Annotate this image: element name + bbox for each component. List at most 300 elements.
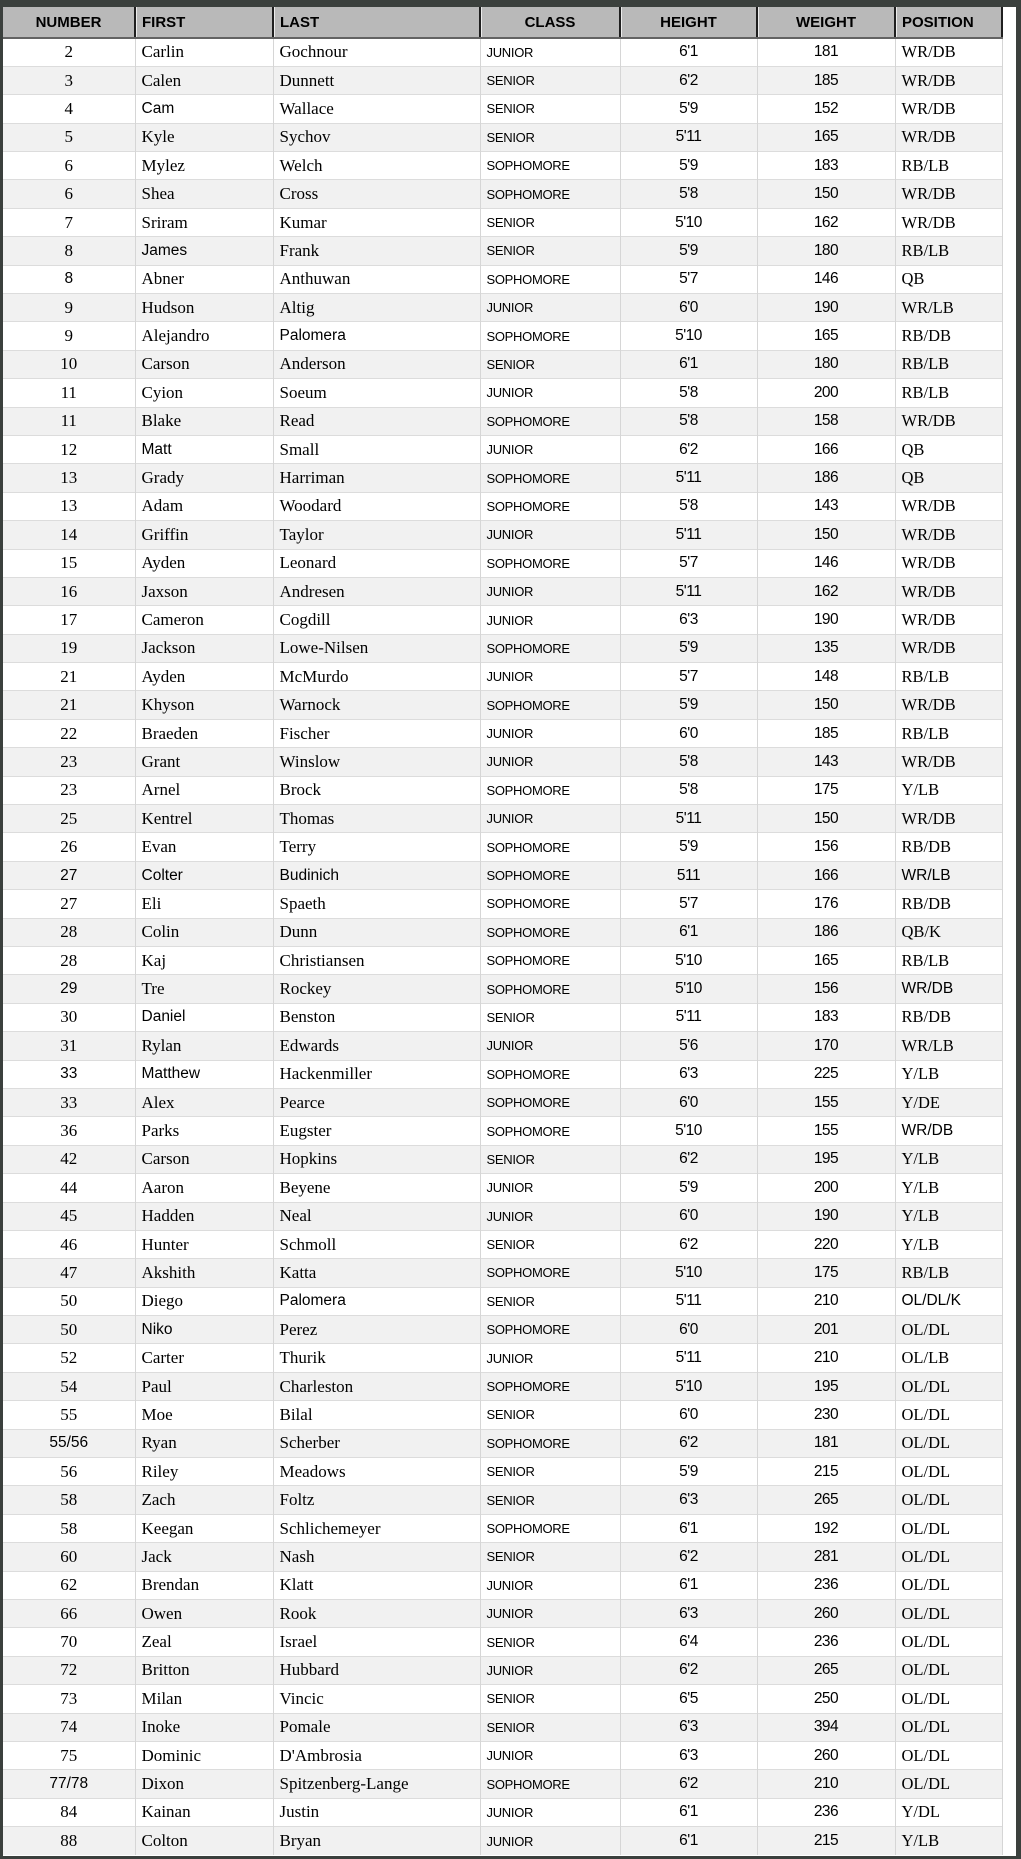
- cell-height: 5'11: [620, 1344, 757, 1372]
- cell-first: Alex: [135, 1088, 273, 1116]
- cell-weight: 175: [757, 776, 895, 804]
- cell-height: 5'10: [620, 1372, 757, 1400]
- cell-position: WR/DB: [895, 95, 1002, 123]
- table-row: [3, 123, 1002, 151]
- table-row: [3, 265, 1002, 293]
- cell-height: 5'11: [620, 521, 757, 549]
- cell-height: 6'0: [620, 1202, 757, 1230]
- cell-position: WR/DB: [895, 691, 1002, 719]
- cell-last: Spaeth: [273, 890, 480, 918]
- cell-height: 5'11: [620, 805, 757, 833]
- table-row: [3, 1827, 1002, 1855]
- cell-number: 36: [3, 1117, 135, 1145]
- cell-class: SENIOR: [480, 95, 620, 123]
- table-row: [3, 1032, 1002, 1060]
- cell-height: 5'9: [620, 95, 757, 123]
- cell-weight: 210: [757, 1770, 895, 1798]
- cell-first: Carlin: [135, 38, 273, 66]
- cell-position: OL/DL: [895, 1458, 1002, 1486]
- cell-weight: 150: [757, 691, 895, 719]
- cell-last: Thurik: [273, 1344, 480, 1372]
- cell-class: SOPHOMORE: [480, 407, 620, 435]
- cell-height: 5'9: [620, 691, 757, 719]
- cell-first: Akshith: [135, 1259, 273, 1287]
- table-row: [3, 1088, 1002, 1116]
- table-row: [3, 1117, 1002, 1145]
- cell-height: 5'6: [620, 1032, 757, 1060]
- cell-class: SOPHOMORE: [480, 861, 620, 889]
- cell-number: 11: [3, 407, 135, 435]
- cell-last: Pearce: [273, 1088, 480, 1116]
- cell-weight: 166: [757, 435, 895, 463]
- cell-position: Y/LB: [895, 1174, 1002, 1202]
- cell-class: JUNIOR: [480, 1344, 620, 1372]
- table-row: [3, 1316, 1002, 1344]
- cell-position: OL/DL: [895, 1372, 1002, 1400]
- table-row: [3, 1174, 1002, 1202]
- cell-height: 5'8: [620, 748, 757, 776]
- cell-position: Y/LB: [895, 1060, 1002, 1088]
- cell-height: 5'10: [620, 1117, 757, 1145]
- cell-position: WR/DB: [895, 66, 1002, 94]
- cell-last: Sychov: [273, 123, 480, 151]
- cell-first: Carson: [135, 1145, 273, 1173]
- cell-position: OL/DL: [895, 1713, 1002, 1741]
- cell-weight: 192: [757, 1514, 895, 1542]
- cell-height: 5'10: [620, 975, 757, 1003]
- cell-class: SOPHOMORE: [480, 152, 620, 180]
- cell-class: SOPHOMORE: [480, 776, 620, 804]
- cell-class: JUNIOR: [480, 1202, 620, 1230]
- cell-height: 6'2: [620, 1145, 757, 1173]
- cell-class: JUNIOR: [480, 379, 620, 407]
- cell-number: 23: [3, 776, 135, 804]
- column-header-height: HEIGHT: [620, 7, 757, 38]
- cell-weight: 185: [757, 719, 895, 747]
- cell-class: SENIOR: [480, 1401, 620, 1429]
- cell-first: Jack: [135, 1543, 273, 1571]
- table-row: [3, 464, 1002, 492]
- roster-table: [3, 7, 1003, 1855]
- table-row: [3, 1599, 1002, 1627]
- cell-height: 6'5: [620, 1685, 757, 1713]
- cell-class: SENIOR: [480, 1287, 620, 1315]
- cell-weight: 156: [757, 833, 895, 861]
- column-header-weight: WEIGHT: [757, 7, 895, 38]
- cell-height: 5'8: [620, 180, 757, 208]
- cell-last: Perez: [273, 1316, 480, 1344]
- cell-last: Christiansen: [273, 947, 480, 975]
- cell-height: 6'1: [620, 1514, 757, 1542]
- cell-weight: 281: [757, 1543, 895, 1571]
- table-row: [3, 521, 1002, 549]
- cell-last: Anthuwan: [273, 265, 480, 293]
- cell-last: Nash: [273, 1543, 480, 1571]
- cell-last: Cogdill: [273, 606, 480, 634]
- cell-number: 28: [3, 918, 135, 946]
- cell-height: 6'2: [620, 1656, 757, 1684]
- cell-number: 9: [3, 322, 135, 350]
- table-row: [3, 1145, 1002, 1173]
- cell-weight: 201: [757, 1316, 895, 1344]
- cell-height: 5'8: [620, 379, 757, 407]
- cell-weight: 150: [757, 180, 895, 208]
- cell-first: Rylan: [135, 1032, 273, 1060]
- cell-first: Moe: [135, 1401, 273, 1429]
- cell-number: 84: [3, 1798, 135, 1826]
- cell-height: 6'0: [620, 294, 757, 322]
- table-row: [3, 1230, 1002, 1258]
- cell-first: Hudson: [135, 294, 273, 322]
- cell-number: 74: [3, 1713, 135, 1741]
- cell-last: Charleston: [273, 1372, 480, 1400]
- cell-weight: 158: [757, 407, 895, 435]
- cell-weight: 165: [757, 947, 895, 975]
- cell-weight: 186: [757, 918, 895, 946]
- cell-class: JUNIOR: [480, 1656, 620, 1684]
- cell-weight: 195: [757, 1145, 895, 1173]
- cell-class: SOPHOMORE: [480, 1514, 620, 1542]
- cell-last: Winslow: [273, 748, 480, 776]
- cell-height: 5'7: [620, 265, 757, 293]
- cell-position: WR/DB: [895, 38, 1002, 66]
- cell-position: QB: [895, 265, 1002, 293]
- cell-class: JUNIOR: [480, 748, 620, 776]
- cell-last: Dunnett: [273, 66, 480, 94]
- cell-number: 58: [3, 1486, 135, 1514]
- table-row: [3, 1003, 1002, 1031]
- cell-number: 54: [3, 1372, 135, 1400]
- cell-number: 17: [3, 606, 135, 634]
- cell-position: OL/DL: [895, 1599, 1002, 1627]
- table-row: [3, 1770, 1002, 1798]
- cell-number: 45: [3, 1202, 135, 1230]
- table-row: [3, 294, 1002, 322]
- table-row: [3, 1685, 1002, 1713]
- cell-position: OL/DL: [895, 1316, 1002, 1344]
- cell-last: Israel: [273, 1628, 480, 1656]
- cell-first: Milan: [135, 1685, 273, 1713]
- cell-height: 5'10: [620, 208, 757, 236]
- cell-number: 19: [3, 634, 135, 662]
- cell-first: Cyion: [135, 379, 273, 407]
- cell-position: WR/DB: [895, 748, 1002, 776]
- cell-first: Britton: [135, 1656, 273, 1684]
- table-row: [3, 1713, 1002, 1741]
- cell-number: 31: [3, 1032, 135, 1060]
- cell-height: 5'7: [620, 549, 757, 577]
- cell-weight: 236: [757, 1571, 895, 1599]
- cell-weight: 166: [757, 861, 895, 889]
- table-row: [3, 1798, 1002, 1826]
- cell-first: Parks: [135, 1117, 273, 1145]
- cell-class: JUNIOR: [480, 1798, 620, 1826]
- cell-height: 6'3: [620, 1713, 757, 1741]
- cell-last: Brock: [273, 776, 480, 804]
- cell-first: Hunter: [135, 1230, 273, 1258]
- cell-height: 5'9: [620, 634, 757, 662]
- cell-weight: 155: [757, 1088, 895, 1116]
- cell-position: Y/DE: [895, 1088, 1002, 1116]
- cell-class: SOPHOMORE: [480, 1372, 620, 1400]
- cell-height: 6'2: [620, 66, 757, 94]
- cell-position: RB/LB: [895, 719, 1002, 747]
- cell-number: 13: [3, 492, 135, 520]
- cell-first: Kaj: [135, 947, 273, 975]
- cell-height: 5'9: [620, 152, 757, 180]
- table-row: [3, 180, 1002, 208]
- cell-first: Colin: [135, 918, 273, 946]
- cell-position: WR/LB: [895, 1032, 1002, 1060]
- table-row: [3, 805, 1002, 833]
- cell-number: 12: [3, 435, 135, 463]
- cell-height: 511: [620, 861, 757, 889]
- cell-class: JUNIOR: [480, 521, 620, 549]
- cell-position: WR/LB: [895, 861, 1002, 889]
- cell-first: Cam: [135, 95, 273, 123]
- cell-last: Wallace: [273, 95, 480, 123]
- cell-number: 16: [3, 577, 135, 605]
- cell-position: OL/DL: [895, 1571, 1002, 1599]
- cell-last: Frank: [273, 237, 480, 265]
- cell-last: Rook: [273, 1599, 480, 1627]
- cell-last: Fischer: [273, 719, 480, 747]
- table-row: [3, 1060, 1002, 1088]
- cell-position: RB/LB: [895, 152, 1002, 180]
- cell-first: Khyson: [135, 691, 273, 719]
- cell-last: McMurdo: [273, 663, 480, 691]
- cell-weight: 146: [757, 549, 895, 577]
- cell-number: 58: [3, 1514, 135, 1542]
- cell-number: 8: [3, 237, 135, 265]
- cell-number: 62: [3, 1571, 135, 1599]
- cell-number: 29: [3, 975, 135, 1003]
- cell-class: JUNIOR: [480, 1571, 620, 1599]
- cell-position: RB/LB: [895, 379, 1002, 407]
- cell-height: 6'1: [620, 1571, 757, 1599]
- cell-last: Cross: [273, 180, 480, 208]
- cell-last: Schmoll: [273, 1230, 480, 1258]
- cell-last: Dunn: [273, 918, 480, 946]
- cell-class: SOPHOMORE: [480, 265, 620, 293]
- cell-weight: 181: [757, 38, 895, 66]
- cell-height: 5'10: [620, 947, 757, 975]
- table-body: [3, 38, 1002, 1855]
- cell-class: SOPHOMORE: [480, 918, 620, 946]
- cell-class: SENIOR: [480, 1543, 620, 1571]
- cell-number: 25: [3, 805, 135, 833]
- cell-last: Rockey: [273, 975, 480, 1003]
- table-row: [3, 1344, 1002, 1372]
- table-row: [3, 1741, 1002, 1769]
- cell-first: Matt: [135, 435, 273, 463]
- cell-position: WR/DB: [895, 634, 1002, 662]
- cell-weight: 170: [757, 1032, 895, 1060]
- cell-position: WR/LB: [895, 294, 1002, 322]
- cell-weight: 165: [757, 322, 895, 350]
- cell-height: 6'1: [620, 1798, 757, 1826]
- cell-weight: 250: [757, 1685, 895, 1713]
- cell-position: Y/LB: [895, 1230, 1002, 1258]
- cell-class: SOPHOMORE: [480, 1117, 620, 1145]
- cell-number: 33: [3, 1088, 135, 1116]
- cell-first: Brendan: [135, 1571, 273, 1599]
- table-row: [3, 1656, 1002, 1684]
- table-row: [3, 1571, 1002, 1599]
- cell-class: SENIOR: [480, 208, 620, 236]
- table-row: [3, 776, 1002, 804]
- cell-first: Adam: [135, 492, 273, 520]
- cell-class: SOPHOMORE: [480, 890, 620, 918]
- cell-position: WR/DB: [895, 407, 1002, 435]
- cell-class: SOPHOMORE: [480, 1770, 620, 1798]
- cell-weight: 165: [757, 123, 895, 151]
- cell-position: RB/LB: [895, 237, 1002, 265]
- cell-class: SENIOR: [480, 123, 620, 151]
- cell-position: RB/LB: [895, 947, 1002, 975]
- cell-position: OL/DL: [895, 1486, 1002, 1514]
- cell-height: 5'11: [620, 577, 757, 605]
- cell-first: Jackson: [135, 634, 273, 662]
- cell-class: SENIOR: [480, 1230, 620, 1258]
- cell-height: 6'3: [620, 1741, 757, 1769]
- cell-last: Palomera: [273, 322, 480, 350]
- cell-class: SOPHOMORE: [480, 947, 620, 975]
- cell-number: 88: [3, 1827, 135, 1855]
- table-row: [3, 1259, 1002, 1287]
- cell-class: JUNIOR: [480, 1032, 620, 1060]
- cell-last: Palomera: [273, 1287, 480, 1315]
- cell-position: Y/LB: [895, 1145, 1002, 1173]
- cell-class: SOPHOMORE: [480, 1088, 620, 1116]
- cell-class: SENIOR: [480, 66, 620, 94]
- cell-number: 46: [3, 1230, 135, 1258]
- cell-weight: 215: [757, 1827, 895, 1855]
- cell-first: Cameron: [135, 606, 273, 634]
- cell-height: 6'4: [620, 1628, 757, 1656]
- cell-last: Spitzenberg-Lange: [273, 1770, 480, 1798]
- cell-last: Benston: [273, 1003, 480, 1031]
- table-row: [3, 237, 1002, 265]
- cell-class: SOPHOMORE: [480, 975, 620, 1003]
- table-row: [3, 577, 1002, 605]
- cell-class: SENIOR: [480, 1003, 620, 1031]
- cell-first: Aaron: [135, 1174, 273, 1202]
- cell-number: 13: [3, 464, 135, 492]
- cell-number: 23: [3, 748, 135, 776]
- cell-position: RB/DB: [895, 1003, 1002, 1031]
- cell-class: JUNIOR: [480, 719, 620, 747]
- cell-first: Shea: [135, 180, 273, 208]
- cell-weight: 260: [757, 1741, 895, 1769]
- cell-height: 6'3: [620, 606, 757, 634]
- cell-weight: 185: [757, 66, 895, 94]
- cell-number: 50: [3, 1287, 135, 1315]
- cell-number: 75: [3, 1741, 135, 1769]
- table-row: [3, 435, 1002, 463]
- cell-last: Klatt: [273, 1571, 480, 1599]
- cell-weight: 156: [757, 975, 895, 1003]
- cell-height: 5'7: [620, 663, 757, 691]
- cell-weight: 265: [757, 1486, 895, 1514]
- cell-last: D'Ambrosia: [273, 1741, 480, 1769]
- cell-position: QB/K: [895, 918, 1002, 946]
- cell-number: 9: [3, 294, 135, 322]
- cell-first: Kainan: [135, 1798, 273, 1826]
- cell-first: Ayden: [135, 549, 273, 577]
- cell-class: SOPHOMORE: [480, 691, 620, 719]
- table-row: [3, 152, 1002, 180]
- cell-class: SOPHOMORE: [480, 634, 620, 662]
- cell-first: Kyle: [135, 123, 273, 151]
- cell-number: 7: [3, 208, 135, 236]
- cell-last: Hopkins: [273, 1145, 480, 1173]
- cell-height: 5'11: [620, 1003, 757, 1031]
- cell-height: 6'3: [620, 1486, 757, 1514]
- cell-last: Terry: [273, 833, 480, 861]
- cell-last: Warnock: [273, 691, 480, 719]
- cell-position: Y/LB: [895, 1202, 1002, 1230]
- cell-last: Budinich: [273, 861, 480, 889]
- cell-height: 5'11: [620, 1287, 757, 1315]
- cell-last: Schlichemeyer: [273, 1514, 480, 1542]
- table-row: [3, 1372, 1002, 1400]
- column-header-last: LAST: [273, 7, 480, 38]
- cell-weight: 200: [757, 1174, 895, 1202]
- table-row: [3, 663, 1002, 691]
- cell-weight: 183: [757, 1003, 895, 1031]
- cell-last: Bryan: [273, 1827, 480, 1855]
- cell-position: RB/DB: [895, 890, 1002, 918]
- cell-number: 28: [3, 947, 135, 975]
- cell-weight: 162: [757, 577, 895, 605]
- cell-height: 5'10: [620, 1259, 757, 1287]
- cell-position: QB: [895, 464, 1002, 492]
- cell-height: 6'1: [620, 1827, 757, 1855]
- cell-last: Kumar: [273, 208, 480, 236]
- cell-last: Vincic: [273, 1685, 480, 1713]
- spreadsheet-viewport: [3, 7, 1016, 1856]
- column-header-position: POSITION: [895, 7, 1002, 38]
- cell-weight: 162: [757, 208, 895, 236]
- cell-weight: 394: [757, 1713, 895, 1741]
- cell-number: 11: [3, 379, 135, 407]
- cell-first: Zach: [135, 1486, 273, 1514]
- cell-class: JUNIOR: [480, 1741, 620, 1769]
- cell-first: Matthew: [135, 1060, 273, 1088]
- cell-last: Lowe-Nilsen: [273, 634, 480, 662]
- cell-weight: 210: [757, 1287, 895, 1315]
- cell-height: 5'11: [620, 464, 757, 492]
- cell-first: Tre: [135, 975, 273, 1003]
- cell-height: 5'10: [620, 322, 757, 350]
- cell-position: WR/DB: [895, 1117, 1002, 1145]
- cell-last: Hubbard: [273, 1656, 480, 1684]
- table-row: [3, 95, 1002, 123]
- cell-number: 72: [3, 1656, 135, 1684]
- cell-first: Diego: [135, 1287, 273, 1315]
- cell-weight: 265: [757, 1656, 895, 1684]
- cell-position: WR/DB: [895, 180, 1002, 208]
- table-row: [3, 407, 1002, 435]
- table-row: [3, 379, 1002, 407]
- cell-number: 22: [3, 719, 135, 747]
- cell-number: 42: [3, 1145, 135, 1173]
- cell-last: Anderson: [273, 350, 480, 378]
- cell-first: Colton: [135, 1827, 273, 1855]
- cell-number: 70: [3, 1628, 135, 1656]
- cell-height: 6'0: [620, 1316, 757, 1344]
